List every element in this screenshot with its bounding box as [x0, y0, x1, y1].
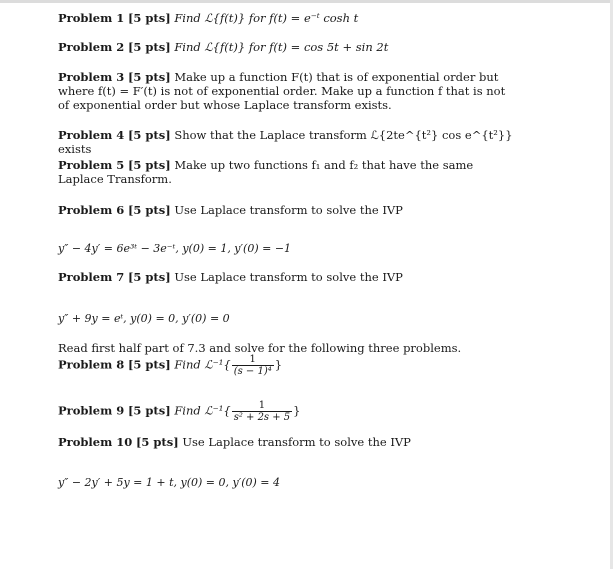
problem-2-pts: [5 pts] [127, 40, 171, 54]
problem-7-text: Use Laplace transform to solve the IVP [174, 270, 403, 284]
problem-9 [58, 400, 528, 423]
problem-4-pts: [5 pts] [127, 128, 171, 142]
problem-3 [58, 70, 513, 112]
problem-10-equation: y″ − 2y′ + 5y = 1 + t, y(0) = 0, y′(0) = 4 [58, 476, 280, 489]
problem-10-pts: [5 pts] [135, 435, 179, 449]
problem-7-pts: [5 pts] [127, 270, 171, 284]
problem-8-fraction [232, 354, 274, 377]
problem-4-label: Problem 4 [58, 128, 125, 142]
problem-6-pts: [5 pts] [127, 203, 171, 217]
reading-note: Read first half part of 7.3 and solve for the following three problems. [58, 341, 462, 355]
problem-8-label: Problem 8 [58, 357, 125, 372]
problem-9-text: Find ℒ⁻¹{ [174, 403, 231, 418]
problem-10-label: Problem 10 [58, 435, 133, 449]
problem-9-label: Problem 9 [58, 403, 125, 418]
problem-5 [58, 158, 513, 186]
problem-9-denominator: s² + 2s + 5 [233, 412, 291, 423]
problem-1 [58, 11, 528, 25]
problem-10-text: Use Laplace transform to solve the IVP [182, 435, 411, 449]
problem-3-text: Make up a function F(t) that is of exponential order but where f(t) = F′(t) is not of exponential order. Make up a function f that is not of exponential order but whose Laplace transform exists. [58, 70, 506, 112]
problem-9-pts: [5 pts] [127, 403, 171, 418]
problem-3-label: Problem 3 [58, 70, 125, 84]
problem-8 [58, 354, 528, 377]
problem-2-text: Find ℒ{f(t)} for f(t) = cos 5t + sin 2t [174, 40, 389, 54]
problem-5-text: Make up two functions f₁ and f₂ that have the same Laplace Transform. [58, 158, 474, 186]
problem-9-tail: } [293, 403, 301, 418]
problem-2-label: Problem 2 [58, 40, 125, 54]
problem-9-numerator: 1 [258, 400, 266, 411]
problem-1-label: Problem 1 [58, 11, 125, 25]
problem-8-numerator: 1 [249, 354, 256, 365]
problem-7 [58, 270, 528, 284]
problem-2 [58, 40, 528, 54]
problem-8-pts: [5 pts] [127, 357, 171, 372]
problem-9-fraction [232, 400, 292, 423]
problem-6-equation: y″ − 4y′ = 6e³ᵗ − 3e⁻ᵗ, y(0) = 1, y′(0) = −1 [58, 242, 292, 255]
problem-5-pts: [5 pts] [127, 158, 171, 172]
problem-4-text: Show that the Laplace transform ℒ{2te^{t²} cos e^{t²}} exists [58, 128, 513, 156]
problem-8-denominator: (s − 1)⁴ [233, 366, 272, 377]
problem-4 [58, 128, 528, 156]
problem-7-equation: y″ + 9y = eᵗ, y(0) = 0, y′(0) = 0 [58, 312, 230, 325]
problem-3-pts: [5 pts] [127, 70, 171, 84]
page-top-edge [0, 0, 613, 3]
problem-8-text: Find ℒ⁻¹{ [174, 357, 231, 372]
problem-6 [58, 203, 528, 217]
problem-1-text: Find ℒ{f(t)} for f(t) = e⁻ᵗ cosh t [174, 11, 359, 25]
problem-7-label: Problem 7 [58, 270, 125, 284]
problem-5-label: Problem 5 [58, 158, 125, 172]
problem-10 [58, 435, 528, 449]
problem-1-pts: [5 pts] [127, 11, 171, 25]
problem-6-label: Problem 6 [58, 203, 125, 217]
problem-8-tail: } [274, 357, 283, 372]
problem-6-text: Use Laplace transform to solve the IVP [174, 203, 403, 217]
